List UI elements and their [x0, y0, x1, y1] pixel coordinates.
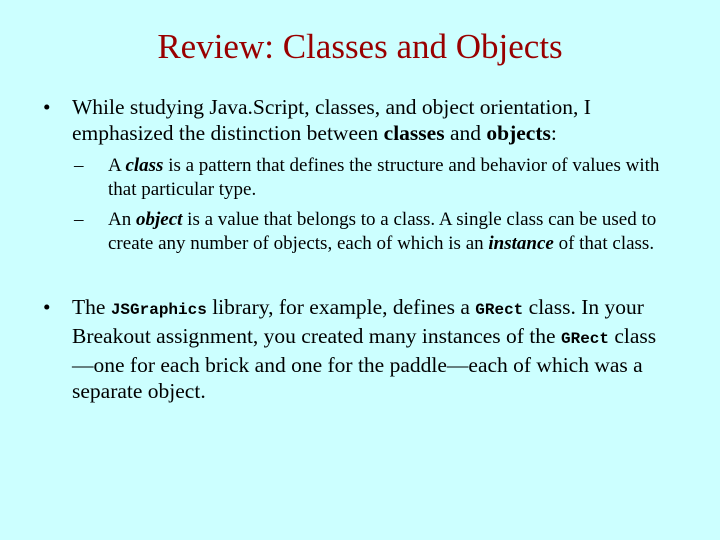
term-objects: objects: [486, 121, 551, 145]
bullet-1-text: [0, 94, 672, 146]
bullet-2-text-part: library, for example, defines a: [206, 295, 476, 319]
bullet-1-text-part: and: [444, 121, 487, 145]
code-jsgraphics: JSGraphics: [110, 301, 207, 319]
term-instance: instance: [488, 233, 554, 254]
dash-icon: –: [74, 155, 84, 176]
slide-title: Review: Classes and Objects: [157, 27, 563, 66]
bullet-2: [0, 294, 720, 404]
code-grect: GRect: [475, 301, 524, 319]
code-grect: GRect: [560, 330, 609, 348]
bullet-icon: •: [43, 95, 51, 119]
subbullet-text-part: An: [108, 209, 136, 230]
bullet-2-text: [0, 294, 672, 404]
bullet-2-text-part: class—one for each brick and one for the paddle—each of which was a separate object.: [72, 324, 657, 403]
subbullet-text-part: is a value that belongs to a class. A single class can be used to create any number of objects, each of which is an: [108, 209, 657, 254]
bullet-1-text-part: While studying Java.Script, classes, and object orientation, I emphasized the distinction between: [72, 95, 591, 145]
subbullet-text-part: of that class.: [553, 233, 655, 254]
bullet-2-text-part: class. In your Breakout assignment, you created many instances of the: [72, 295, 644, 348]
bullet-2-text-part: The: [72, 295, 111, 319]
term-classes: classes: [383, 121, 445, 145]
subbullet-class-definition: [0, 154, 668, 202]
subbullet-text-part: is a pattern that defines the structure and behavior of values with that particular type.: [108, 155, 660, 200]
term-object: object: [135, 209, 183, 230]
subbullet-object-definition: [0, 208, 668, 256]
bullet-1-text-part: :: [550, 121, 557, 145]
term-class: class: [125, 155, 164, 176]
bullet-icon: •: [43, 295, 51, 319]
subbullet-text-part: A: [108, 155, 126, 176]
bullet-1: [0, 94, 720, 256]
dash-icon: –: [74, 209, 84, 230]
